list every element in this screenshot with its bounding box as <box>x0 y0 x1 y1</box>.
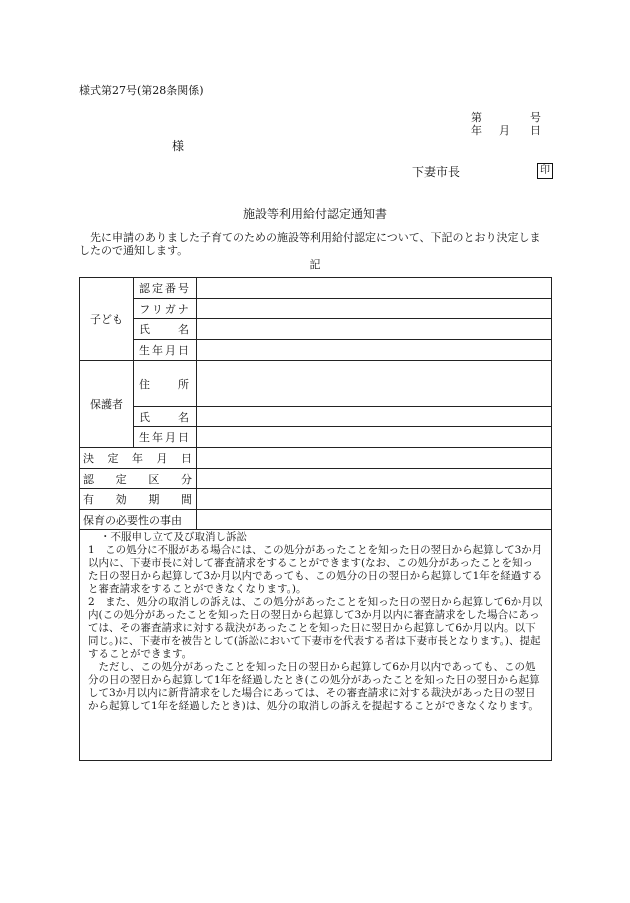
ki-mark: 記 <box>309 258 321 271</box>
number-suffix: 号 <box>530 111 541 124</box>
child-name-field[interactable] <box>197 319 552 340</box>
child-name-label: 氏 名 <box>134 319 197 340</box>
notes-paragraph-3: ただし、この処分があったことを知った日の翌日から起算して6か月以内であっても、この処分の日の翌日から起算して1年を経過したとき(この処分があったことを知った日の翌日から起算して3か月以内に新背請求をした場合にあっては、その審査請求に対する裁決があった日の翌日から起算して1年を経過したとき)は、処分の取消しの訴えを提起することができなくなります。 <box>88 661 540 712</box>
child-birthdate-label: 生年月日 <box>134 340 197 361</box>
guardian-name-field[interactable] <box>197 407 552 427</box>
table-row <box>80 469 552 489</box>
date-month-label: 月 <box>499 124 510 137</box>
table-row <box>80 448 552 469</box>
furigana-label: フリガナ <box>134 299 197 319</box>
cert-class-text: 認 定 区 分 <box>83 472 193 486</box>
notes-heading: ・不服申し立て及び取消し訴訟 <box>100 531 247 543</box>
document-title: 施設等利用給付認定通知書 <box>242 207 387 221</box>
seal-mark: 印 <box>537 163 553 179</box>
valid-period-field[interactable] <box>197 489 552 510</box>
table-row <box>80 489 552 510</box>
guardian-birthdate-label: 生年月日 <box>134 427 197 448</box>
decision-date-field[interactable] <box>197 448 552 469</box>
furigana-field[interactable] <box>197 299 552 319</box>
guardian-birthdate-field[interactable] <box>197 427 552 448</box>
notes-paragraph-2: 2 また、処分の取消しの訴えは、この処分があったことを知った日の翌日から起算して6か月以内(この処分があったことを知った日の翌日から起算して3か月以内に審査請求をした場合にあっては、その審査請求に対する裁決があったことを知った日に翌日から起算して6か月以内。以下同じ。)に、下妻市を被告として(訴訟において下妻市を代表する者は下妻市長となります。)、提起することができます。 <box>88 596 543 660</box>
decision-date-text: 決 定 年 月 日 <box>83 452 193 465</box>
valid-period-text: 有 効 期 間 <box>83 493 193 506</box>
child-birthdate-field[interactable] <box>197 340 552 361</box>
date-day-label: 日 <box>530 124 541 137</box>
cert-number-label: 認定番号 <box>134 278 197 299</box>
notes-paragraph-1: 1 この処分に不服がある場合には、この処分があったことを知った日の翌日から起算して3か月以内に、下妻市長に対して審査請求をすることができます(なお、この処分があったことを知った日の翌日から起算して3か月以内であっても、この処分の日の翌日から起算して1年を経過すると審査請求をすることができなくなります。)。 <box>88 544 543 595</box>
child-group-label: 子ども <box>80 278 134 361</box>
table-row <box>80 299 552 319</box>
table-row <box>80 361 552 407</box>
table-row <box>80 427 552 448</box>
table-row <box>80 278 552 299</box>
number-prefix: 第 <box>471 111 482 124</box>
guardian-address-label: 住 所 <box>134 361 197 407</box>
guardian-name-label: 氏 名 <box>134 407 197 427</box>
intro-text: 先に申請のありました子育てのための施設等利用給付認定について、下記のとおり決定しましたので通知します。 <box>79 231 541 257</box>
table-row <box>80 407 552 427</box>
addressee-suffix: 様 <box>172 139 185 153</box>
table-row <box>80 319 552 340</box>
cert-class-label <box>80 469 197 489</box>
table-row <box>80 340 552 361</box>
appeal-notes <box>79 527 552 761</box>
date-year-label: 年 <box>471 124 482 137</box>
cert-number-field[interactable] <box>197 278 552 299</box>
guardian-group-label: 保護者 <box>80 361 134 448</box>
cert-class-field[interactable] <box>197 469 552 489</box>
valid-period-label <box>80 489 197 510</box>
decision-date-label <box>80 448 197 469</box>
issuer-name: 下妻市長 <box>412 165 461 179</box>
guardian-address-field[interactable] <box>197 361 552 407</box>
form-number: 様式第27号(第28条関係) <box>79 84 204 97</box>
certification-table <box>79 277 552 530</box>
necessity-reason-label: 保育の必要性の事由 <box>80 510 197 530</box>
